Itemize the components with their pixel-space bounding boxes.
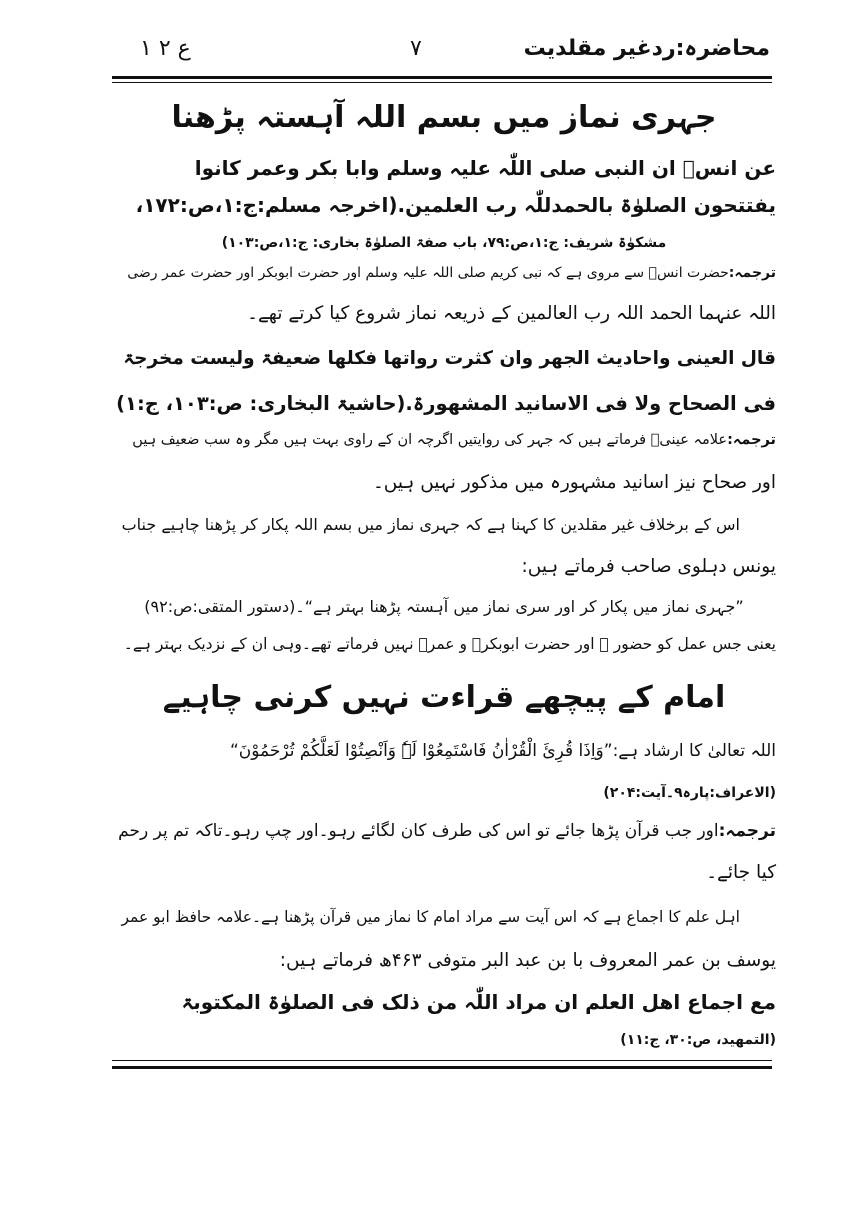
section-heading-qirat: امام کے پیچھے قراءت نہیں کرنی چاہیے [162,680,726,715]
translation-2-line-2: اور صحاح نیز اسانید مشہورہ میں مذکور نہیں ہیں۔ [372,472,776,493]
aini-quote-line-2: فی الصحاح ولا فی الاسانید المشھورۃ.(حاشیۃ البخاری: ص:۱۰۳، ج:۱) [116,392,776,415]
page-number: ۷ [410,36,422,61]
translation-label: ترجمہ: [727,432,776,448]
header-rule-thin [112,82,772,83]
conclusion-line: یعنی جس عمل کو حضور ﷺ اور حضرت ابوبکرؓ و عمرؓ نہیں فرماتے تھے۔وہی ان کے نزدیک بہتر ہے۔ [123,635,776,653]
ayah-line: اللہ تعالیٰ کا ارشاد ہے:”وَاِذَا قُرِئَ الْقُرْاٰنُ فَاسْتَمِعُوْا لَہٗ وَاَنْصِتُوْا لَعَلَّکُمْ تُرْحَمُوْنَ“ [229,741,776,761]
hadith-line-2: یفتتحون الصلوٰۃ بالحمدللّٰہ رب العلمین.(اخرجہ مسلم:ج:۱،ص:۱۷۲، [135,193,776,217]
aini-quote-line-1: قال العینی واحادیث الجھر وان کثرت رواتھا فکلھا ضعیفۃ ولیست مخرجۃ [123,348,776,369]
translation-3-line-2: کیا جائے۔ [706,862,776,883]
paragraph-line-1: اس کے برخلاف غیر مقلدین کا کہنا ہے کہ جہری نماز میں بسم اللہ پکار کر پڑھنا چاہیے جناب [121,515,740,534]
translation-1-line-1 [112,265,776,281]
section-heading-bismillah: جہری نماز میں بسم اللہ آہستہ پڑھنا [171,100,717,135]
running-title: محاضرہ:ردغیر مقلدیت [523,36,770,61]
ijma-line-2: یوسف بن عمر المعروف با بن عبد البر متوفی ۴۶۳ھ فرماتے ہیں: [279,950,776,971]
hadith-line-1: عن انسؓ ان النبی صلی اللّٰہ علیہ وسلم وابا بکر وعمر کانوا [194,156,776,180]
running-header [110,36,770,72]
translation-label: ترجمہ: [728,265,776,281]
translation-1-text: حضرت انسؓ سے مروی ہے کہ نبی کریم صلی اللہ علیہ وسلم اور حضرت ابوبکر اور حضرت عمر رضی [127,265,729,281]
ayah-reference: (الاعراف:پارہ۹۔آیت:۲۰۴) [603,785,776,801]
header-rule-thick [112,76,772,79]
ijma-line-1: اہل علم کا اجماع ہے کہ اس آیت سے مراد امام کا نماز میں قرآن پڑھنا ہے۔علامہ حافظ ابو عمر [121,908,740,926]
final-reference: (التمھید، ص:۳۰، ج:۱۱) [620,1032,776,1048]
paragraph-line-2: یونس دہلوی صاحب فرماتے ہیں: [521,556,776,577]
hadith-reference: مشکوٰۃ شریف: ج:۱،ص:۷۹، باب صفۃ الصلوٰۃ بخاری: ج:۱،ص:۱۰۳) [221,235,667,251]
translation-1-line-2: اللہ عنہما الحمد اللہ رب العالمین کے ذریعہ نماز شروع کیا کرتے تھے۔ [247,303,776,324]
translation-2-text: علامہ عینیؒ فرماتے ہیں کہ جہر کی روایتیں اگرچہ ان کے راوی بہت ہیں مگر وہ سب ضعیف ہیں [132,432,728,448]
translation-2-line-1 [112,432,776,448]
footer-rule-thick [112,1066,772,1069]
arabic-quote: مع اجماع اھل العلم ان مراد اللّٰہ من ذلک فی الصلوٰۃ المکتوبۃ [181,990,776,1014]
footer-rule-thin [112,1060,772,1061]
translation-3-line-1 [112,820,776,841]
header-ref: ع ۲ ۱ [140,36,191,61]
quoted-saying: ”جہری نماز میں پکار کر اور سری نماز میں آہستہ پڑھنا بہتر ہے“۔(دستور المتقی:ص:۹۲) [144,597,744,616]
translation-label: ترجمہ: [718,821,776,841]
translation-3-text: اور جب قرآن پڑھا جائے تو اس کی طرف کان لگائے رہو۔اور چپ رہو۔تاکہ تم پر رحم [118,821,719,841]
